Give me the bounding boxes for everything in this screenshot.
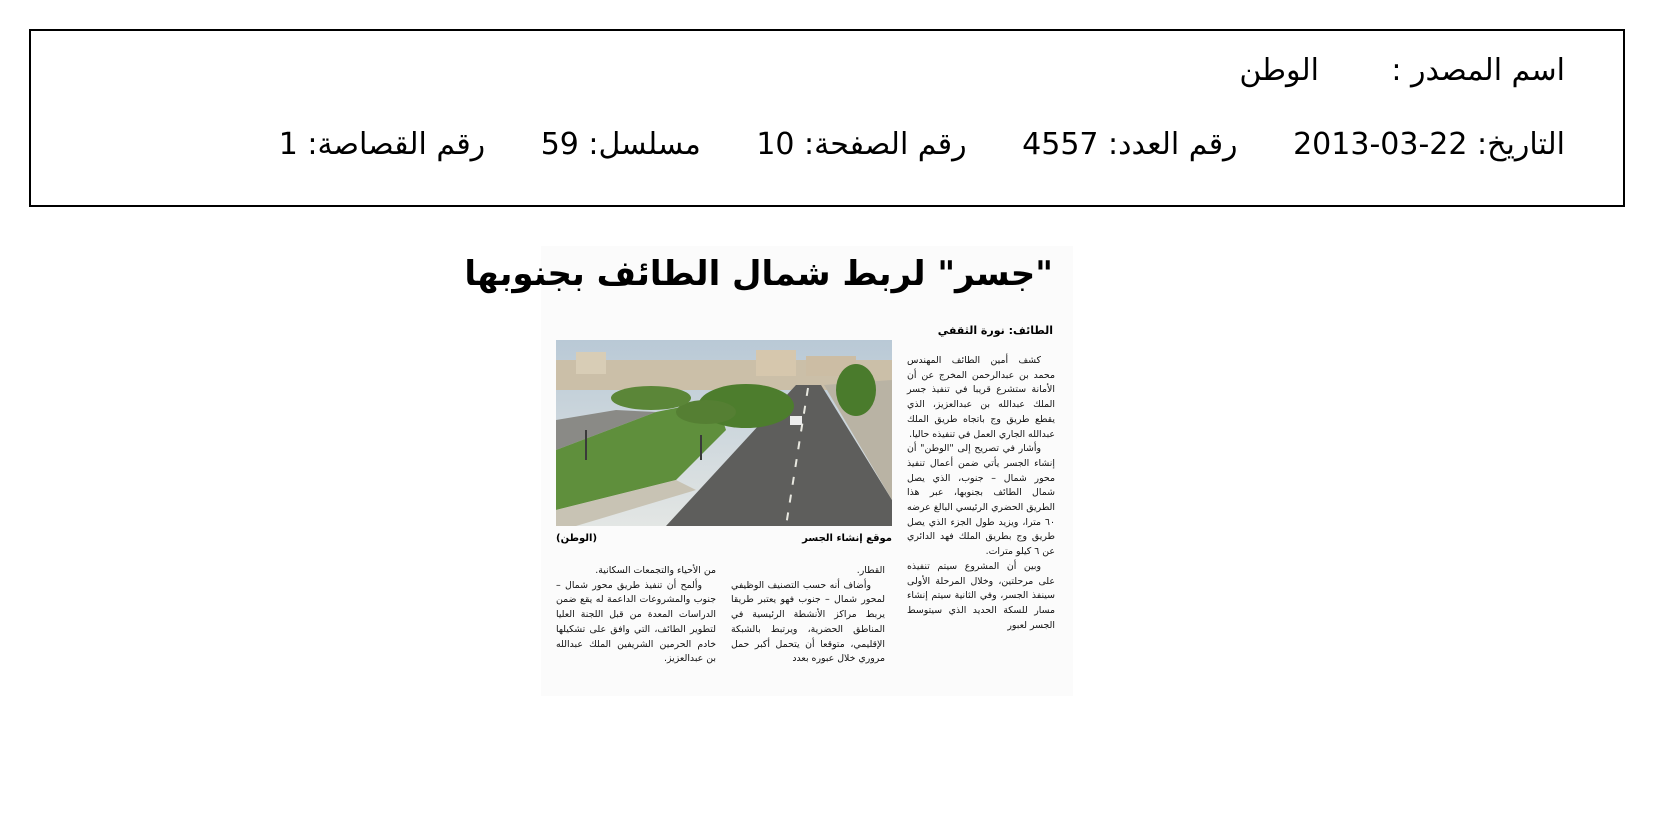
photo-credit: (الوطن) (556, 533, 598, 544)
paragraph: وبين أن المشروع سيتم تنفيذه على مرحلتين، وخلال المرحلة الأولى سينفذ الجسر، وفي الثانية سيتم إنشاء مسار للسكة الحديد الذي سيتوسط الجسر لعبور (907, 560, 1055, 631)
source-value: الوطن (1239, 53, 1319, 88)
paragraph: وألمح أن تنفيذ طريق محور شمال – جنوب والمشروعات الداعمة له يقع ضمن الدراسات المعدة من قبل اللجنة العليا لتطوير الطائف، التي وافق على تشكيلها خادم الحرمين الشريفين الملك عبدالله بن عبدالعزيز. (556, 579, 716, 665)
details-row (279, 127, 1565, 163)
paragraph: وأشار في تصريح إلى "الوطن" أن إنشاء الجسر يأتي ضمن أعمال تنفيذ محور شمال – جنوب، الذي يصل شمال الطائف بجنوبها، عبر هذا الطريق الحضري الرئيسي البالغ عرضه ٦٠ مترا، ويزيد طول الجزء الذي يصل طريق وج بطريق الملك فهد الدائري عن ٦ كيلو مترات. (907, 443, 1055, 558)
article-photo (556, 340, 892, 526)
paragraph: القطار. (856, 565, 885, 576)
article-column-middle (731, 564, 885, 667)
newspaper-clipping (464, 246, 1073, 696)
article-headline: "جسر" لربط شمال الطائف بجنوبها (464, 254, 1053, 294)
issue-field: رقم العدد: 4557 (1022, 127, 1238, 162)
clip-field: رقم القصاصة: 1 (278, 127, 486, 162)
metadata-box (29, 29, 1625, 207)
date-field: التاريخ: 22-03-2013 (1293, 127, 1565, 162)
source-label: اسم المصدر : (1391, 53, 1565, 88)
paragraph: وأضاف أنه حسب التصنيف الوظيفي لمحور شمال – جنوب فهو يعتبر طريقا يربط مراكز الأنشطة الرئيسية في المناطق الحضرية، ويرتبط بالشبكة الإقليمي، متوقعا أن يتحمل أكبر حمل مروري خلال عبوره بعدد (731, 579, 885, 665)
paragraph: من الأحياء والتجمعات السكانية. (595, 565, 716, 576)
photo-caption: موقع إنشاء الجسر (802, 533, 892, 544)
article-byline: الطائف: نورة الثقفي (937, 324, 1053, 337)
paragraph: كشف أمين الطائف المهندس محمد بن عبدالرحمن المخرج عن أن الأمانة ستشرع قريبا في تنفيذ جسر الملك عبدالله بن عبدالعزيز، الذي يقطع طريق وج باتجاه طريق الملك عبدالله الجاري العمل في تنفيذه حاليا. (907, 355, 1055, 440)
article-column-left (556, 564, 716, 667)
serial-field: مسلسل: 59 (540, 127, 701, 162)
article-column-right (907, 354, 1055, 633)
road-photo-image (556, 340, 892, 526)
source-row (1239, 53, 1565, 89)
page-field: رقم الصفحة: 10 (756, 127, 967, 162)
